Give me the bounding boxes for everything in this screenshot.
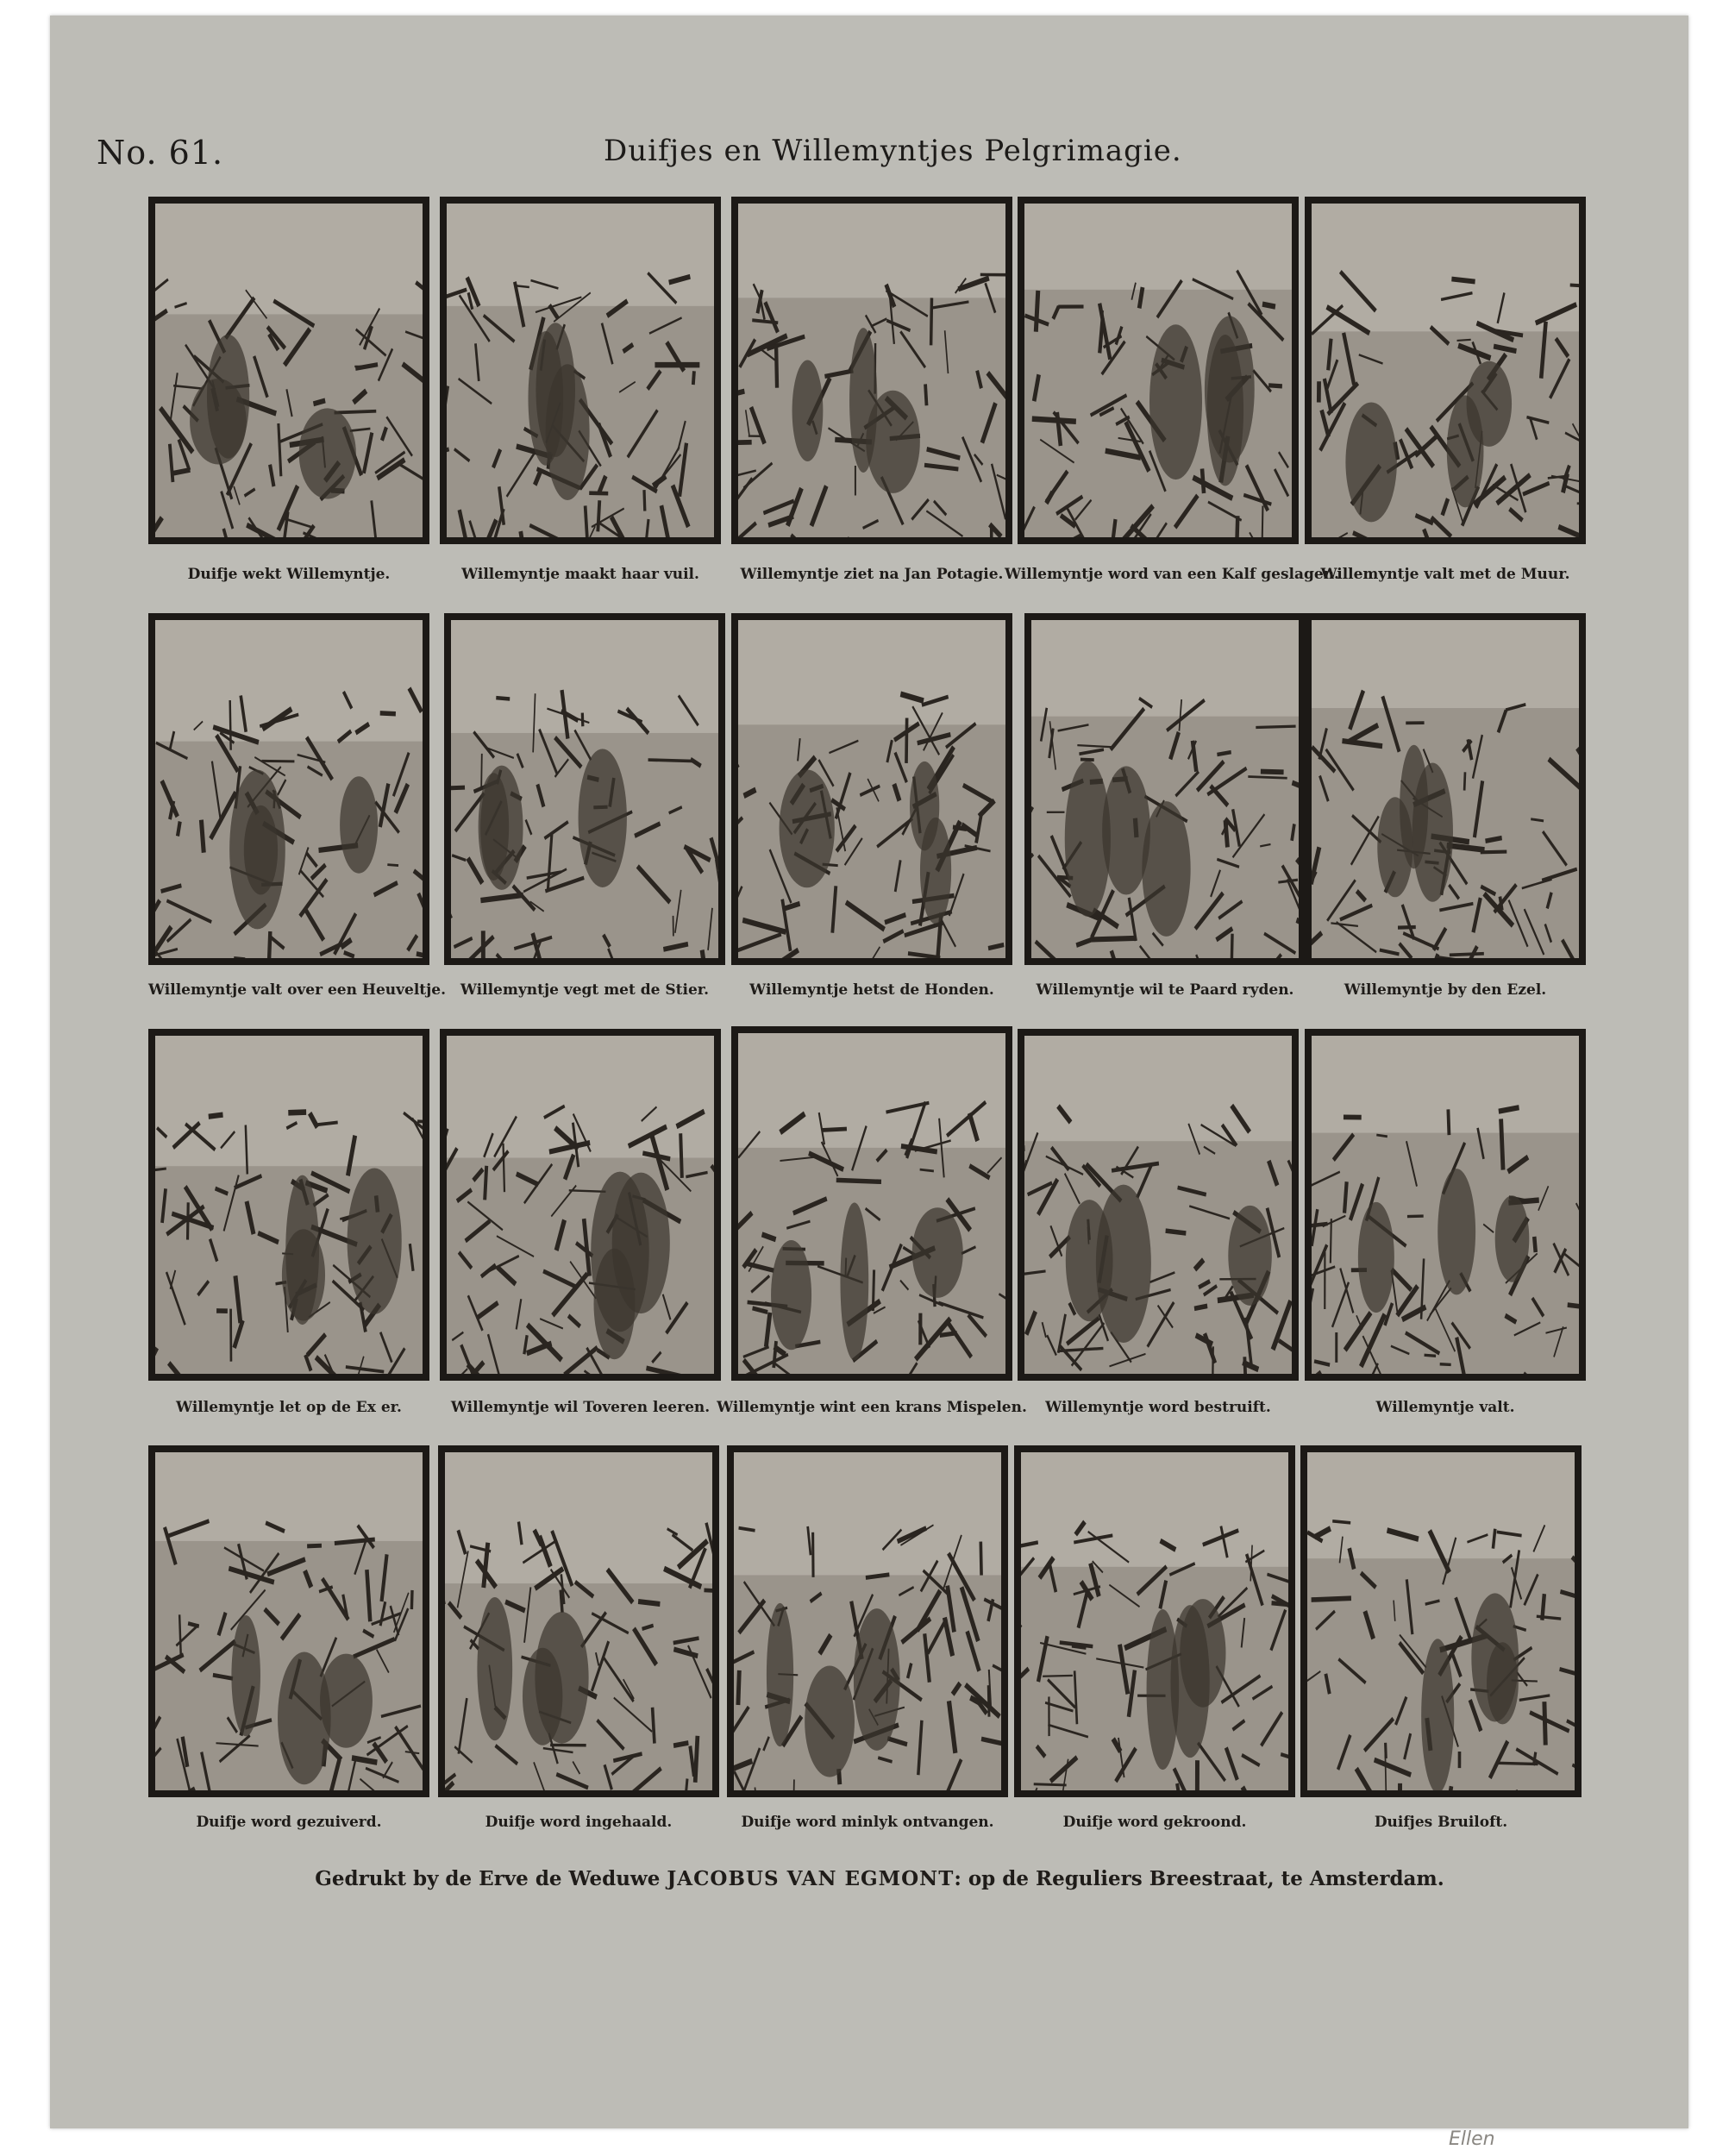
panel-caption: Willemyntje maakt haar vuil. — [461, 566, 699, 583]
woodcut-illustration — [738, 1033, 1005, 1374]
woodcut-panel — [1024, 613, 1306, 965]
woodcut-panel — [1305, 613, 1586, 965]
woodcut-illustration — [738, 204, 1005, 537]
woodcut-illustration — [1312, 620, 1579, 958]
panel-caption: Duifje wekt Willemyntje. — [187, 566, 391, 583]
woodcut-illustration — [447, 204, 714, 537]
panel-caption: Willemyntje word bestruift. — [1045, 1399, 1271, 1416]
woodcut-panel — [731, 197, 1012, 544]
sheet-title: Duifjes en Willemyntjes Pelgrimagie. — [604, 134, 1182, 168]
woodcut-illustration — [1312, 1036, 1579, 1374]
woodcut-panel — [1305, 197, 1586, 544]
printer-imprint — [86, 1867, 1673, 1890]
woodcut-illustration — [1307, 1452, 1575, 1790]
woodcut-panel — [1014, 1445, 1295, 1797]
woodcut-illustration — [1024, 1036, 1292, 1374]
panel-caption: Duifje word ingehaald. — [485, 1814, 673, 1831]
woodcut-panel — [1018, 1029, 1299, 1381]
woodcut-panel — [148, 1029, 429, 1381]
panel-caption: Willemyntje valt. — [1375, 1399, 1515, 1416]
woodcut-panel — [148, 1445, 429, 1797]
woodcut-panel — [440, 197, 721, 544]
woodcut-illustration — [445, 1452, 712, 1790]
woodcut-panel — [1018, 197, 1299, 544]
panel-caption: Willemyntje wint een krans Mispelen. — [717, 1399, 1027, 1416]
woodcut-panel — [148, 613, 429, 965]
woodcut-panel — [731, 613, 1012, 965]
woodcut-panel — [438, 1445, 719, 1797]
woodcut-panel — [727, 1445, 1008, 1797]
panel-caption: Willemyntje vegt met de Stier. — [460, 981, 710, 999]
woodcut-illustration — [1312, 204, 1579, 537]
imprint-address: : op de Reguliers Breestraat, te Amsterdam. — [954, 1867, 1444, 1890]
woodcut-panel — [1305, 1029, 1586, 1381]
panel-caption: Willemyntje valt over een Heuveltje. — [148, 981, 447, 999]
sheet-number: No. 61. — [97, 134, 224, 172]
panel-caption: Duifje word gekroond. — [1062, 1814, 1247, 1831]
panel-caption: Willemyntje wil te Paard ryden. — [1036, 981, 1294, 999]
panel-caption: Willemyntje word van een Kalf geslagen. — [1005, 566, 1339, 583]
panel-caption: Willemyntje ziet na Jan Potagie. — [740, 566, 1004, 583]
panel-caption: Willemyntje wil Toveren leeren. — [450, 1399, 711, 1416]
woodcut-illustration — [1021, 1452, 1288, 1790]
woodcut-illustration — [734, 1452, 1001, 1790]
woodcut-panel — [440, 1029, 721, 1381]
woodcut-illustration — [1031, 620, 1299, 958]
woodcut-illustration — [451, 620, 718, 958]
panel-caption: Willemyntje hetst de Honden. — [749, 981, 994, 999]
woodcut-illustration — [738, 620, 1005, 958]
woodcut-panel — [148, 197, 429, 544]
pencil-margin-note: Ellen — [1449, 2128, 1495, 2150]
woodcut-panel — [1300, 1445, 1582, 1797]
panel-caption: Duifje word minlyk ontvangen. — [741, 1814, 994, 1831]
woodcut-illustration — [155, 620, 423, 958]
woodcut-illustration — [155, 1036, 423, 1374]
woodcut-illustration — [1024, 204, 1292, 537]
woodcut-panel — [731, 1026, 1012, 1381]
imprint-prefix: Gedrukt by de Erve de Weduwe — [315, 1867, 661, 1890]
panel-caption: Willemyntje let op de Ex er. — [176, 1399, 402, 1416]
imprint-printer-name: JACOBUS VAN EGMONT — [667, 1867, 955, 1890]
panel-caption: Willemyntje valt met de Muur. — [1320, 566, 1570, 583]
woodcut-illustration — [447, 1036, 714, 1374]
woodcut-panel — [444, 613, 725, 965]
woodcut-illustration — [155, 1452, 423, 1790]
woodcut-illustration — [155, 204, 423, 537]
panel-caption: Willemyntje by den Ezel. — [1344, 981, 1547, 999]
panel-caption: Duifje word gezuiverd. — [196, 1814, 382, 1831]
panel-caption: Duifjes Bruiloft. — [1374, 1814, 1508, 1831]
